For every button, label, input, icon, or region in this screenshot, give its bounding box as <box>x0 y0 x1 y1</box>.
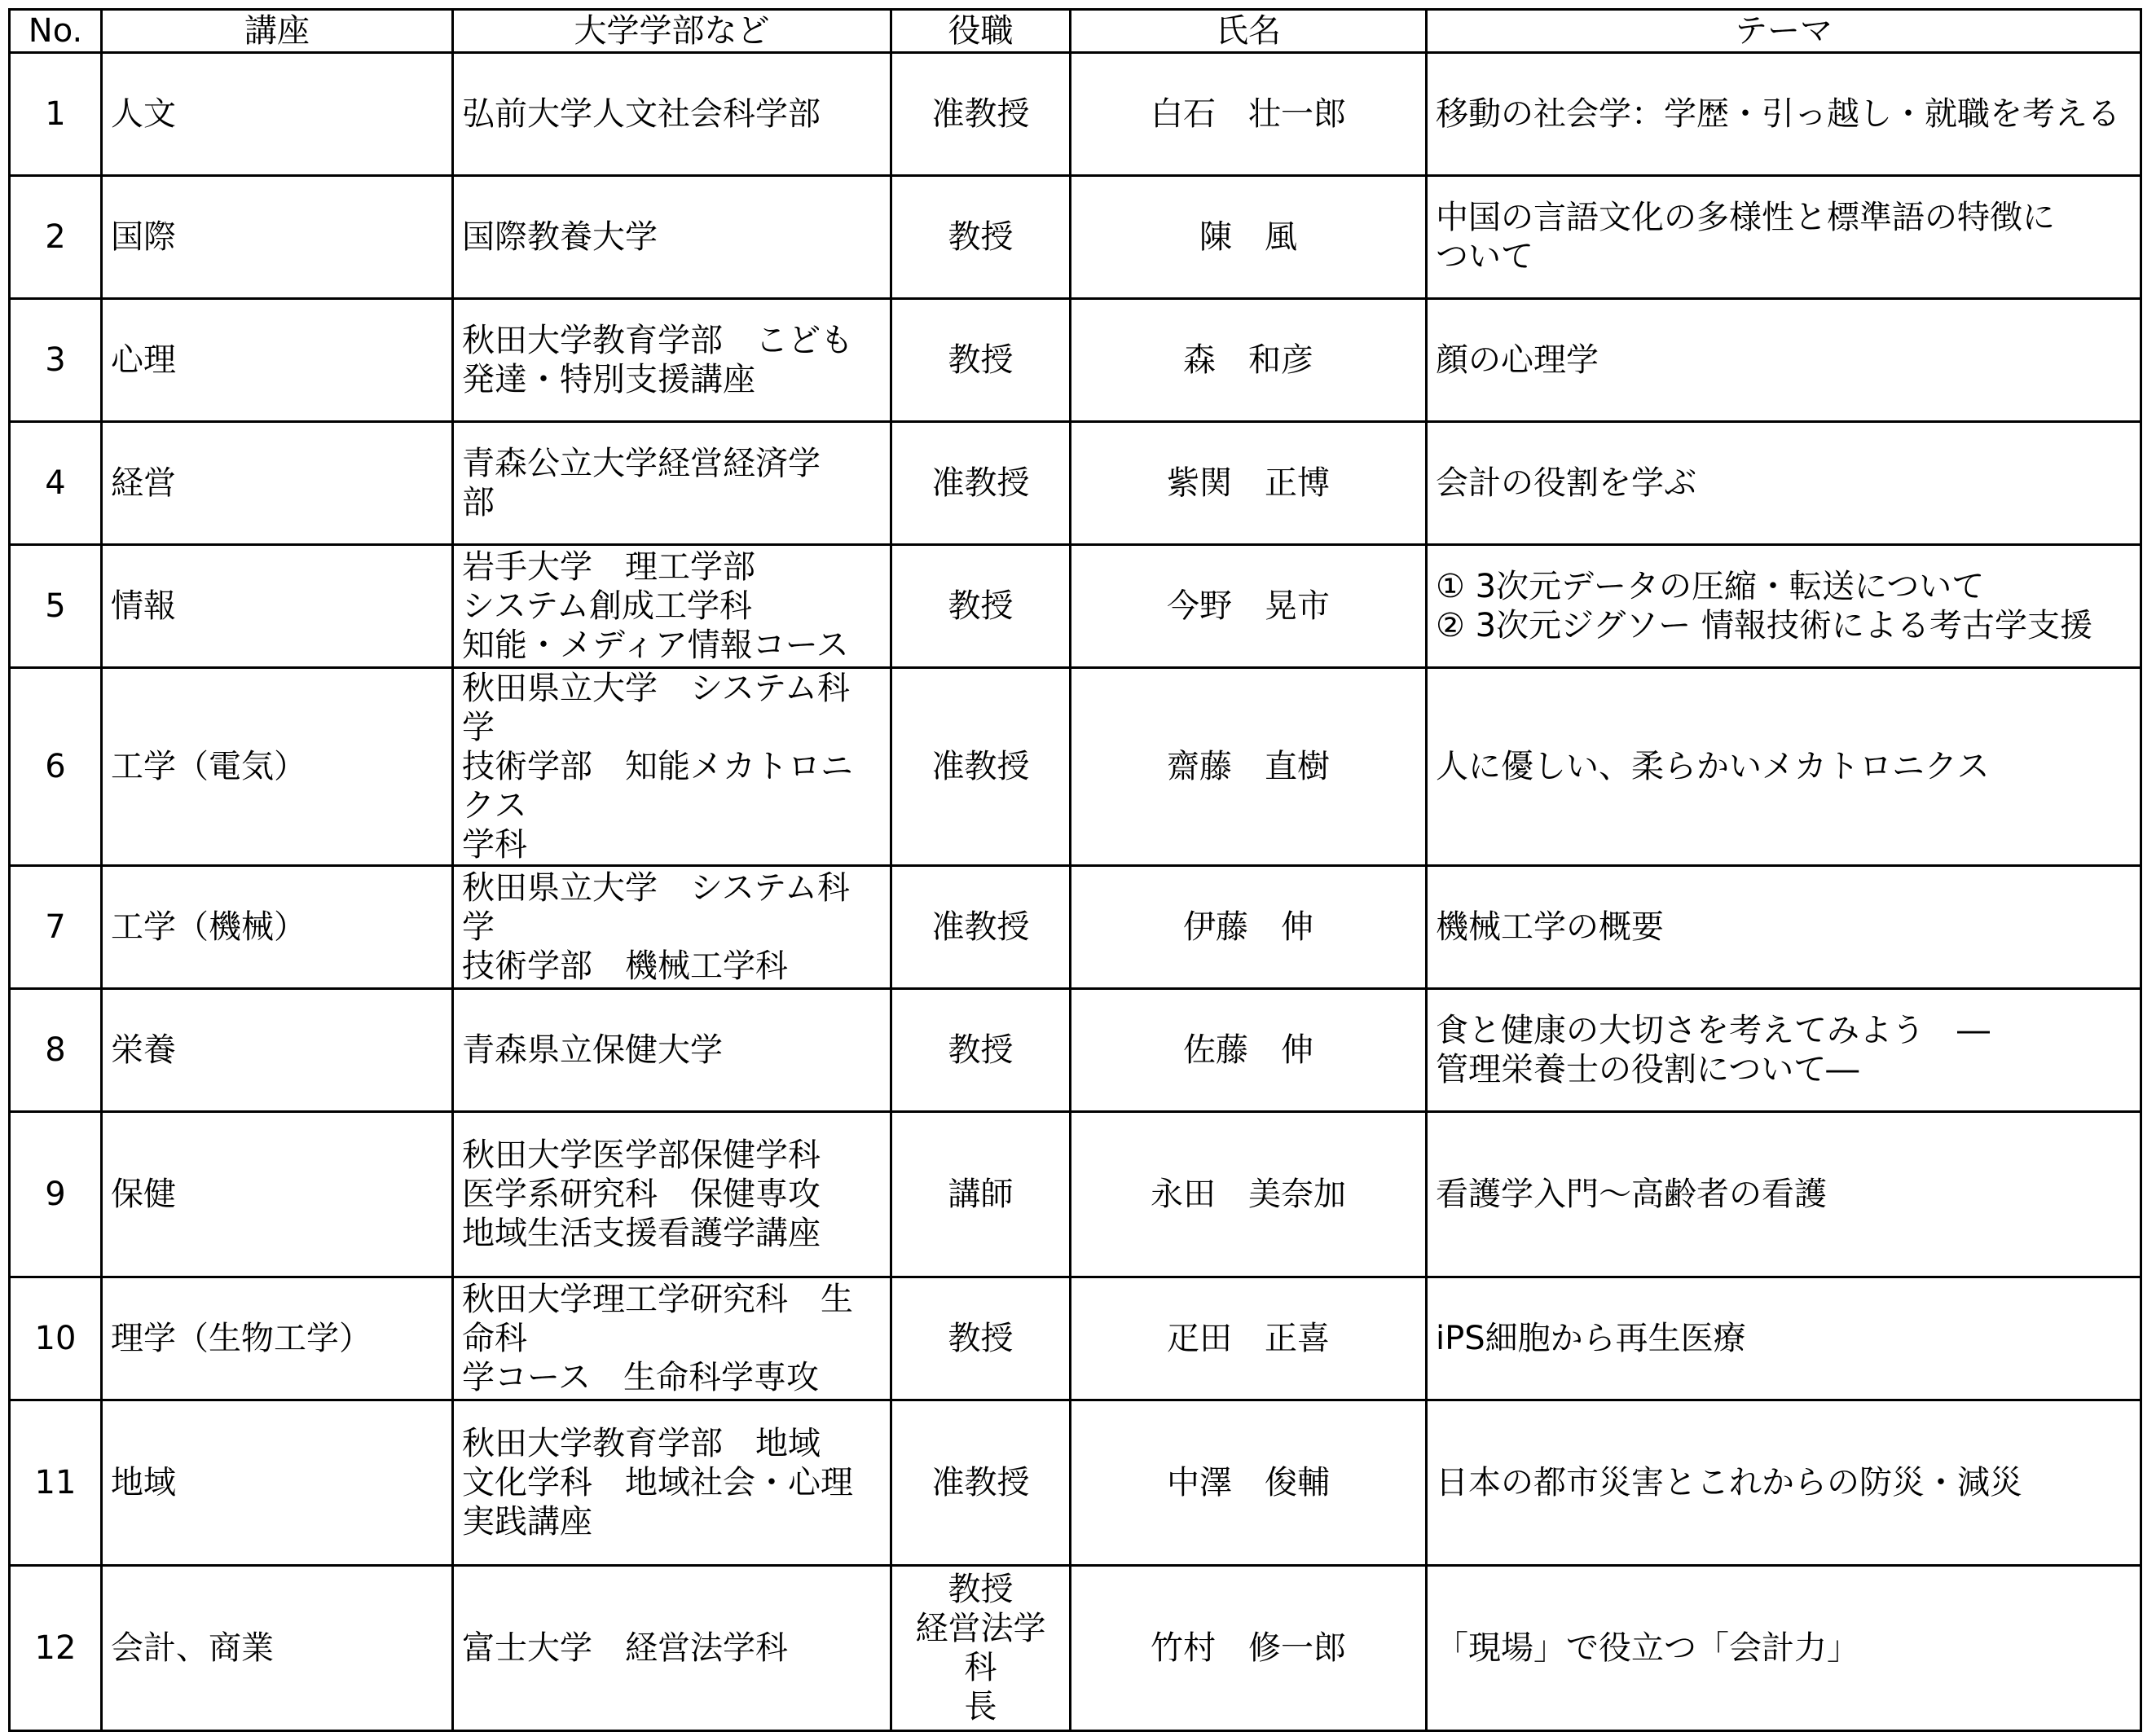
theme-line: 移動の社会学：学歴・引っ越し・就職を考える <box>1436 95 2120 133</box>
theme-line: 顔の心理学 <box>1436 341 1599 379</box>
table-row <box>10 299 2141 422</box>
cell-theme <box>1427 1400 2141 1566</box>
title-line: 教授 <box>948 1571 1014 1608</box>
cell-title <box>891 1566 1071 1731</box>
theme-line: ついて <box>1436 238 1533 275</box>
cell-title <box>891 176 1071 299</box>
cell-name: 永田 美奈加 <box>1071 1112 1427 1277</box>
table-row <box>10 668 2141 866</box>
table-row <box>10 989 2141 1112</box>
header-theme: テーマ <box>1427 10 2141 53</box>
cell-field: 会計、商業 <box>102 1566 453 1731</box>
cell-title <box>891 422 1071 545</box>
cell-university <box>453 1400 891 1566</box>
table-row <box>10 866 2141 989</box>
cell-no: 11 <box>10 1400 102 1566</box>
theme-line: 中国の言語文化の多様性と標準語の特徴に <box>1436 199 2055 236</box>
table-row <box>10 1400 2141 1566</box>
cell-field: 経営 <box>102 422 453 545</box>
cell-field: 理学（生物工学） <box>102 1277 453 1400</box>
cell-no: 10 <box>10 1277 102 1400</box>
title-line: 講師 <box>948 1176 1014 1213</box>
cell-name: 陳 風 <box>1071 176 1427 299</box>
cell-title <box>891 299 1071 422</box>
cell-name: 森 和彦 <box>1071 299 1427 422</box>
title-line: 長 <box>964 1688 997 1725</box>
title-line: 准教授 <box>931 95 1030 133</box>
cell-name: 白石 壮一郎 <box>1071 53 1427 176</box>
cell-theme <box>1427 422 2141 545</box>
cell-no: 6 <box>10 668 102 866</box>
university-line: 秋田大学教育学部 こども <box>462 322 853 359</box>
university-line: 秋田大学教育学部 地域 <box>462 1425 821 1462</box>
university-line: システム創成工学科 <box>462 587 752 625</box>
header-no: No. <box>10 10 102 53</box>
cell-theme <box>1427 299 2141 422</box>
theme-line: 人に優しい、柔らかいメカトロニクス <box>1436 748 1990 785</box>
cell-name: 齋藤 直樹 <box>1071 668 1427 866</box>
table-row <box>10 545 2141 668</box>
university-line: 秋田県立大学 システム科学 <box>462 670 850 746</box>
title-line: 准教授 <box>931 748 1030 785</box>
theme-line: 会計の役割を学ぶ <box>1436 464 1696 502</box>
university-line: 学コース 生命科学専攻 <box>462 1359 819 1396</box>
cell-field: 人文 <box>102 53 453 176</box>
theme-line: 日本の都市災害とこれからの防災・減災 <box>1436 1464 2022 1501</box>
university-line: 富士大学 経営法学科 <box>462 1629 788 1667</box>
table-row <box>10 1277 2141 1400</box>
cell-theme <box>1427 668 2141 866</box>
cell-university <box>453 299 891 422</box>
university-line: 技術学部 機械工学科 <box>462 947 788 985</box>
cell-no: 12 <box>10 1566 102 1731</box>
theme-line: 管理栄養士の役割について― <box>1436 1051 1859 1088</box>
cell-field: 栄養 <box>102 989 453 1112</box>
cell-name: 疋田 正喜 <box>1071 1277 1427 1400</box>
header-university: 大学学部など <box>453 10 891 53</box>
cell-theme <box>1427 1277 2141 1400</box>
theme-line: ① 3次元データの圧縮・転送について <box>1436 568 1985 605</box>
cell-theme <box>1427 1112 2141 1277</box>
university-line: 青森県立保健大学 <box>462 1031 723 1069</box>
university-line: 秋田県立大学 システム科学 <box>462 869 850 946</box>
university-line: 発達・特別支援講座 <box>462 361 755 398</box>
table-row <box>10 1112 2141 1277</box>
theme-line: 機械工学の概要 <box>1436 908 1664 946</box>
cell-no: 9 <box>10 1112 102 1277</box>
cell-name: 中澤 俊輔 <box>1071 1400 1427 1566</box>
cell-theme <box>1427 545 2141 668</box>
cell-theme <box>1427 866 2141 989</box>
cell-field: 地域 <box>102 1400 453 1566</box>
cell-university <box>453 53 891 176</box>
university-line: 学科 <box>462 826 527 864</box>
cell-name: 佐藤 伸 <box>1071 989 1427 1112</box>
table-row <box>10 176 2141 299</box>
cell-name: 紫関 正博 <box>1071 422 1427 545</box>
title-line: 経営法学科 <box>915 1610 1046 1686</box>
university-line: 技術学部 知能メカトロニクス <box>462 748 853 824</box>
lecture-table <box>8 8 2142 1732</box>
cell-title <box>891 989 1071 1112</box>
cell-title <box>891 53 1071 176</box>
cell-field: 心理 <box>102 299 453 422</box>
header-row <box>10 10 2141 53</box>
table-row <box>10 1566 2141 1731</box>
cell-no: 3 <box>10 299 102 422</box>
university-line: 青森公立大学経営経済学 <box>462 445 821 482</box>
title-line: 教授 <box>948 1320 1014 1357</box>
university-line: 国際教養大学 <box>462 218 658 256</box>
cell-no: 2 <box>10 176 102 299</box>
cell-university <box>453 1566 891 1731</box>
table-body <box>10 53 2141 1731</box>
university-line: 部 <box>462 484 495 521</box>
cell-no: 1 <box>10 53 102 176</box>
cell-title <box>891 1112 1071 1277</box>
cell-title <box>891 1277 1071 1400</box>
cell-title <box>891 1400 1071 1566</box>
header-title: 役職 <box>891 10 1071 53</box>
cell-name: 今野 晃市 <box>1071 545 1427 668</box>
cell-title <box>891 545 1071 668</box>
title-line: 准教授 <box>931 1464 1030 1501</box>
cell-name: 伊藤 伸 <box>1071 866 1427 989</box>
header-field: 講座 <box>102 10 453 53</box>
cell-field: 工学（機械） <box>102 866 453 989</box>
theme-line: iPS細胞から再生医療 <box>1436 1320 1746 1357</box>
university-line: 秋田大学医学部保健学科 <box>462 1136 821 1174</box>
cell-university <box>453 668 891 866</box>
title-line: 教授 <box>948 1031 1014 1069</box>
university-line: 実践講座 <box>462 1503 592 1541</box>
cell-field: 工学（電気） <box>102 668 453 866</box>
title-line: 准教授 <box>931 908 1030 946</box>
title-line: 教授 <box>948 587 1014 625</box>
title-line: 准教授 <box>931 464 1030 502</box>
cell-field: 情報 <box>102 545 453 668</box>
table-row <box>10 53 2141 176</box>
cell-no: 8 <box>10 989 102 1112</box>
university-line: 医学系研究科 保健専攻 <box>462 1176 821 1213</box>
cell-name: 竹村 修一郎 <box>1071 1566 1427 1731</box>
cell-university <box>453 176 891 299</box>
cell-theme <box>1427 1566 2141 1731</box>
university-line: 弘前大学人文社会科学部 <box>462 95 821 133</box>
cell-title <box>891 866 1071 989</box>
title-line: 教授 <box>948 218 1014 256</box>
cell-university <box>453 545 891 668</box>
cell-university <box>453 989 891 1112</box>
table-row <box>10 422 2141 545</box>
university-line: 知能・メディア情報コース <box>462 626 849 664</box>
header-name: 氏名 <box>1071 10 1427 53</box>
cell-title <box>891 668 1071 866</box>
theme-line: 食と健康の大切さを考えてみよう ― <box>1436 1012 1990 1049</box>
theme-line: 「現場」で役立つ「会計力」 <box>1436 1629 1859 1667</box>
cell-theme <box>1427 989 2141 1112</box>
cell-university <box>453 1277 891 1400</box>
university-line: 岩手大学 理工学部 <box>462 548 755 586</box>
cell-no: 5 <box>10 545 102 668</box>
cell-university <box>453 1112 891 1277</box>
theme-line: 看護学入門～高齢者の看護 <box>1436 1176 1827 1213</box>
cell-field: 国際 <box>102 176 453 299</box>
university-line: 地域生活支援看護学講座 <box>462 1215 821 1252</box>
cell-field: 保健 <box>102 1112 453 1277</box>
cell-theme <box>1427 53 2141 176</box>
university-line: 文化学科 地域社会・心理 <box>462 1464 853 1501</box>
cell-no: 7 <box>10 866 102 989</box>
cell-university <box>453 866 891 989</box>
theme-line: ② 3次元ジグソー 情報技術による考古学支援 <box>1436 607 2092 644</box>
title-line: 教授 <box>948 341 1014 379</box>
cell-no: 4 <box>10 422 102 545</box>
university-line: 秋田大学理工学研究科 生命科 <box>462 1281 853 1357</box>
cell-theme <box>1427 176 2141 299</box>
cell-university <box>453 422 891 545</box>
